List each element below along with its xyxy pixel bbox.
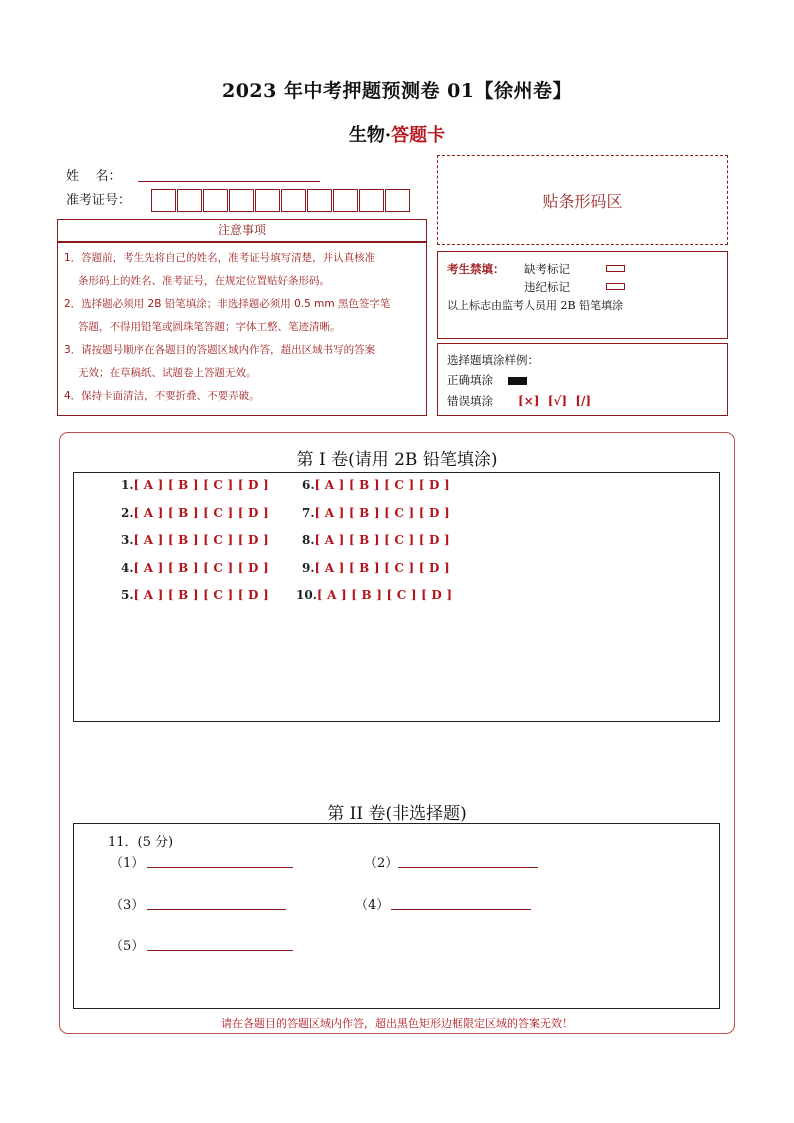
absent-mark-box[interactable] <box>606 265 625 272</box>
exam-id-label: 准考证号： <box>66 193 132 208</box>
fill-example-title: 选择题填涂样例： <box>447 353 539 367</box>
exam-id-box[interactable] <box>307 189 332 212</box>
blank-label: （5） <box>110 939 145 954</box>
subtitle-answer-card: 答题卡 <box>391 125 446 146</box>
section2-title: 第 II 卷(非选择题) <box>327 804 467 824</box>
blank-label: （1） <box>110 856 145 871</box>
exam-id-box[interactable] <box>229 189 254 212</box>
choice-question[interactable]: 6.[ A ] [ B ] [ C ] [ D ] <box>302 478 450 492</box>
exam-id-box[interactable] <box>281 189 306 212</box>
exam-id-box[interactable] <box>177 189 202 212</box>
exam-id-box[interactable] <box>333 189 358 212</box>
section2-box <box>73 823 720 1009</box>
answer-blank[interactable] <box>391 908 531 910</box>
exam-id-box[interactable] <box>255 189 280 212</box>
answer-blank[interactable] <box>147 866 293 868</box>
notice-box <box>57 242 427 416</box>
answer-blank[interactable] <box>398 866 538 868</box>
forbidden-note: 以上标志由监考人员用 2B 铅笔填涂 <box>447 299 624 312</box>
choice-question[interactable]: 8.[ A ] [ B ] [ C ] [ D ] <box>302 533 450 547</box>
blank-label: （4） <box>355 898 390 913</box>
exam-id-box[interactable] <box>385 189 410 212</box>
wrong-fill-label: 错误填涂 <box>447 394 493 408</box>
fill-example-box <box>437 343 728 416</box>
blank-label: （2） <box>364 856 399 871</box>
page-title: 2023 年中考押题预测卷 01【徐州卷】 <box>221 80 573 102</box>
exam-id-box[interactable] <box>203 189 228 212</box>
notice-line: 答题，不得用铅笔或圆珠笔答题；字体工整、笔迹清晰。 <box>78 321 341 333</box>
choice-question[interactable]: 10.[ A ] [ B ] [ C ] [ D ] <box>296 588 453 602</box>
exam-id-box[interactable] <box>151 189 176 212</box>
footer-warning: 请在各题目的答题区域内作答，超出黑色矩形边框限定区域的答案无效！ <box>221 1017 573 1030</box>
correct-fill-label: 正确填涂 <box>447 373 493 387</box>
exam-id-box[interactable] <box>359 189 384 212</box>
notice-line: 3．请按题号顺序在各题目的答题区域内作答，超出区域书写的答案 <box>64 344 376 356</box>
forbidden-box <box>437 251 728 339</box>
name-label: 姓 名： <box>66 169 122 184</box>
notice-line: 2．选择题必须用 2B 铅笔填涂；非选择题必须用 0.5 mm 黑色签字笔 <box>64 298 391 310</box>
notice-heading: 注意事项 <box>57 219 427 242</box>
section1-title: 第 I 卷(请用 2B 铅笔填涂) <box>296 450 498 470</box>
violation-mark-label: 违纪标记 <box>524 280 570 294</box>
choice-question[interactable]: 4.[ A ] [ B ] [ C ] [ D ] <box>121 561 269 575</box>
absent-mark-label: 缺考标记 <box>524 262 570 276</box>
blank-label: （3） <box>110 898 145 913</box>
choice-question[interactable]: 9.[ A ] [ B ] [ C ] [ D ] <box>302 561 450 575</box>
question-11-label: 11．(5 分) <box>108 835 174 850</box>
subtitle-subject: 生物· <box>348 125 392 146</box>
choice-question[interactable]: 3.[ A ] [ B ] [ C ] [ D ] <box>121 533 269 547</box>
forbidden-label: 考生禁填： <box>447 262 505 276</box>
answer-blank[interactable] <box>147 949 293 951</box>
notice-line: 1．答题前，考生先将自己的姓名，准考证号填写清楚，并认真核准 <box>64 252 376 264</box>
choice-question[interactable]: 1.[ A ] [ B ] [ C ] [ D ] <box>121 478 269 492</box>
correct-fill-sample <box>508 377 527 385</box>
notice-line: 无效；在草稿纸、试题卷上答题无效。 <box>78 367 257 379</box>
violation-mark-box[interactable] <box>606 283 625 290</box>
choice-question[interactable]: 2.[ A ] [ B ] [ C ] [ D ] <box>121 506 269 520</box>
wrong-fill-samples: [×] [√] [/] <box>518 394 592 408</box>
answer-blank[interactable] <box>147 908 286 910</box>
notice-line: 4．保持卡面清洁，不要折叠、不要弄破。 <box>64 390 260 402</box>
choice-question[interactable]: 5.[ A ] [ B ] [ C ] [ D ] <box>121 588 269 602</box>
name-field[interactable] <box>138 180 320 182</box>
page-subtitle <box>0 121 794 147</box>
barcode-area: 贴条形码区 <box>437 155 728 245</box>
choice-question[interactable]: 7.[ A ] [ B ] [ C ] [ D ] <box>302 506 450 520</box>
notice-line: 条形码上的姓名、准考证号，在规定位置贴好条形码。 <box>78 275 330 287</box>
